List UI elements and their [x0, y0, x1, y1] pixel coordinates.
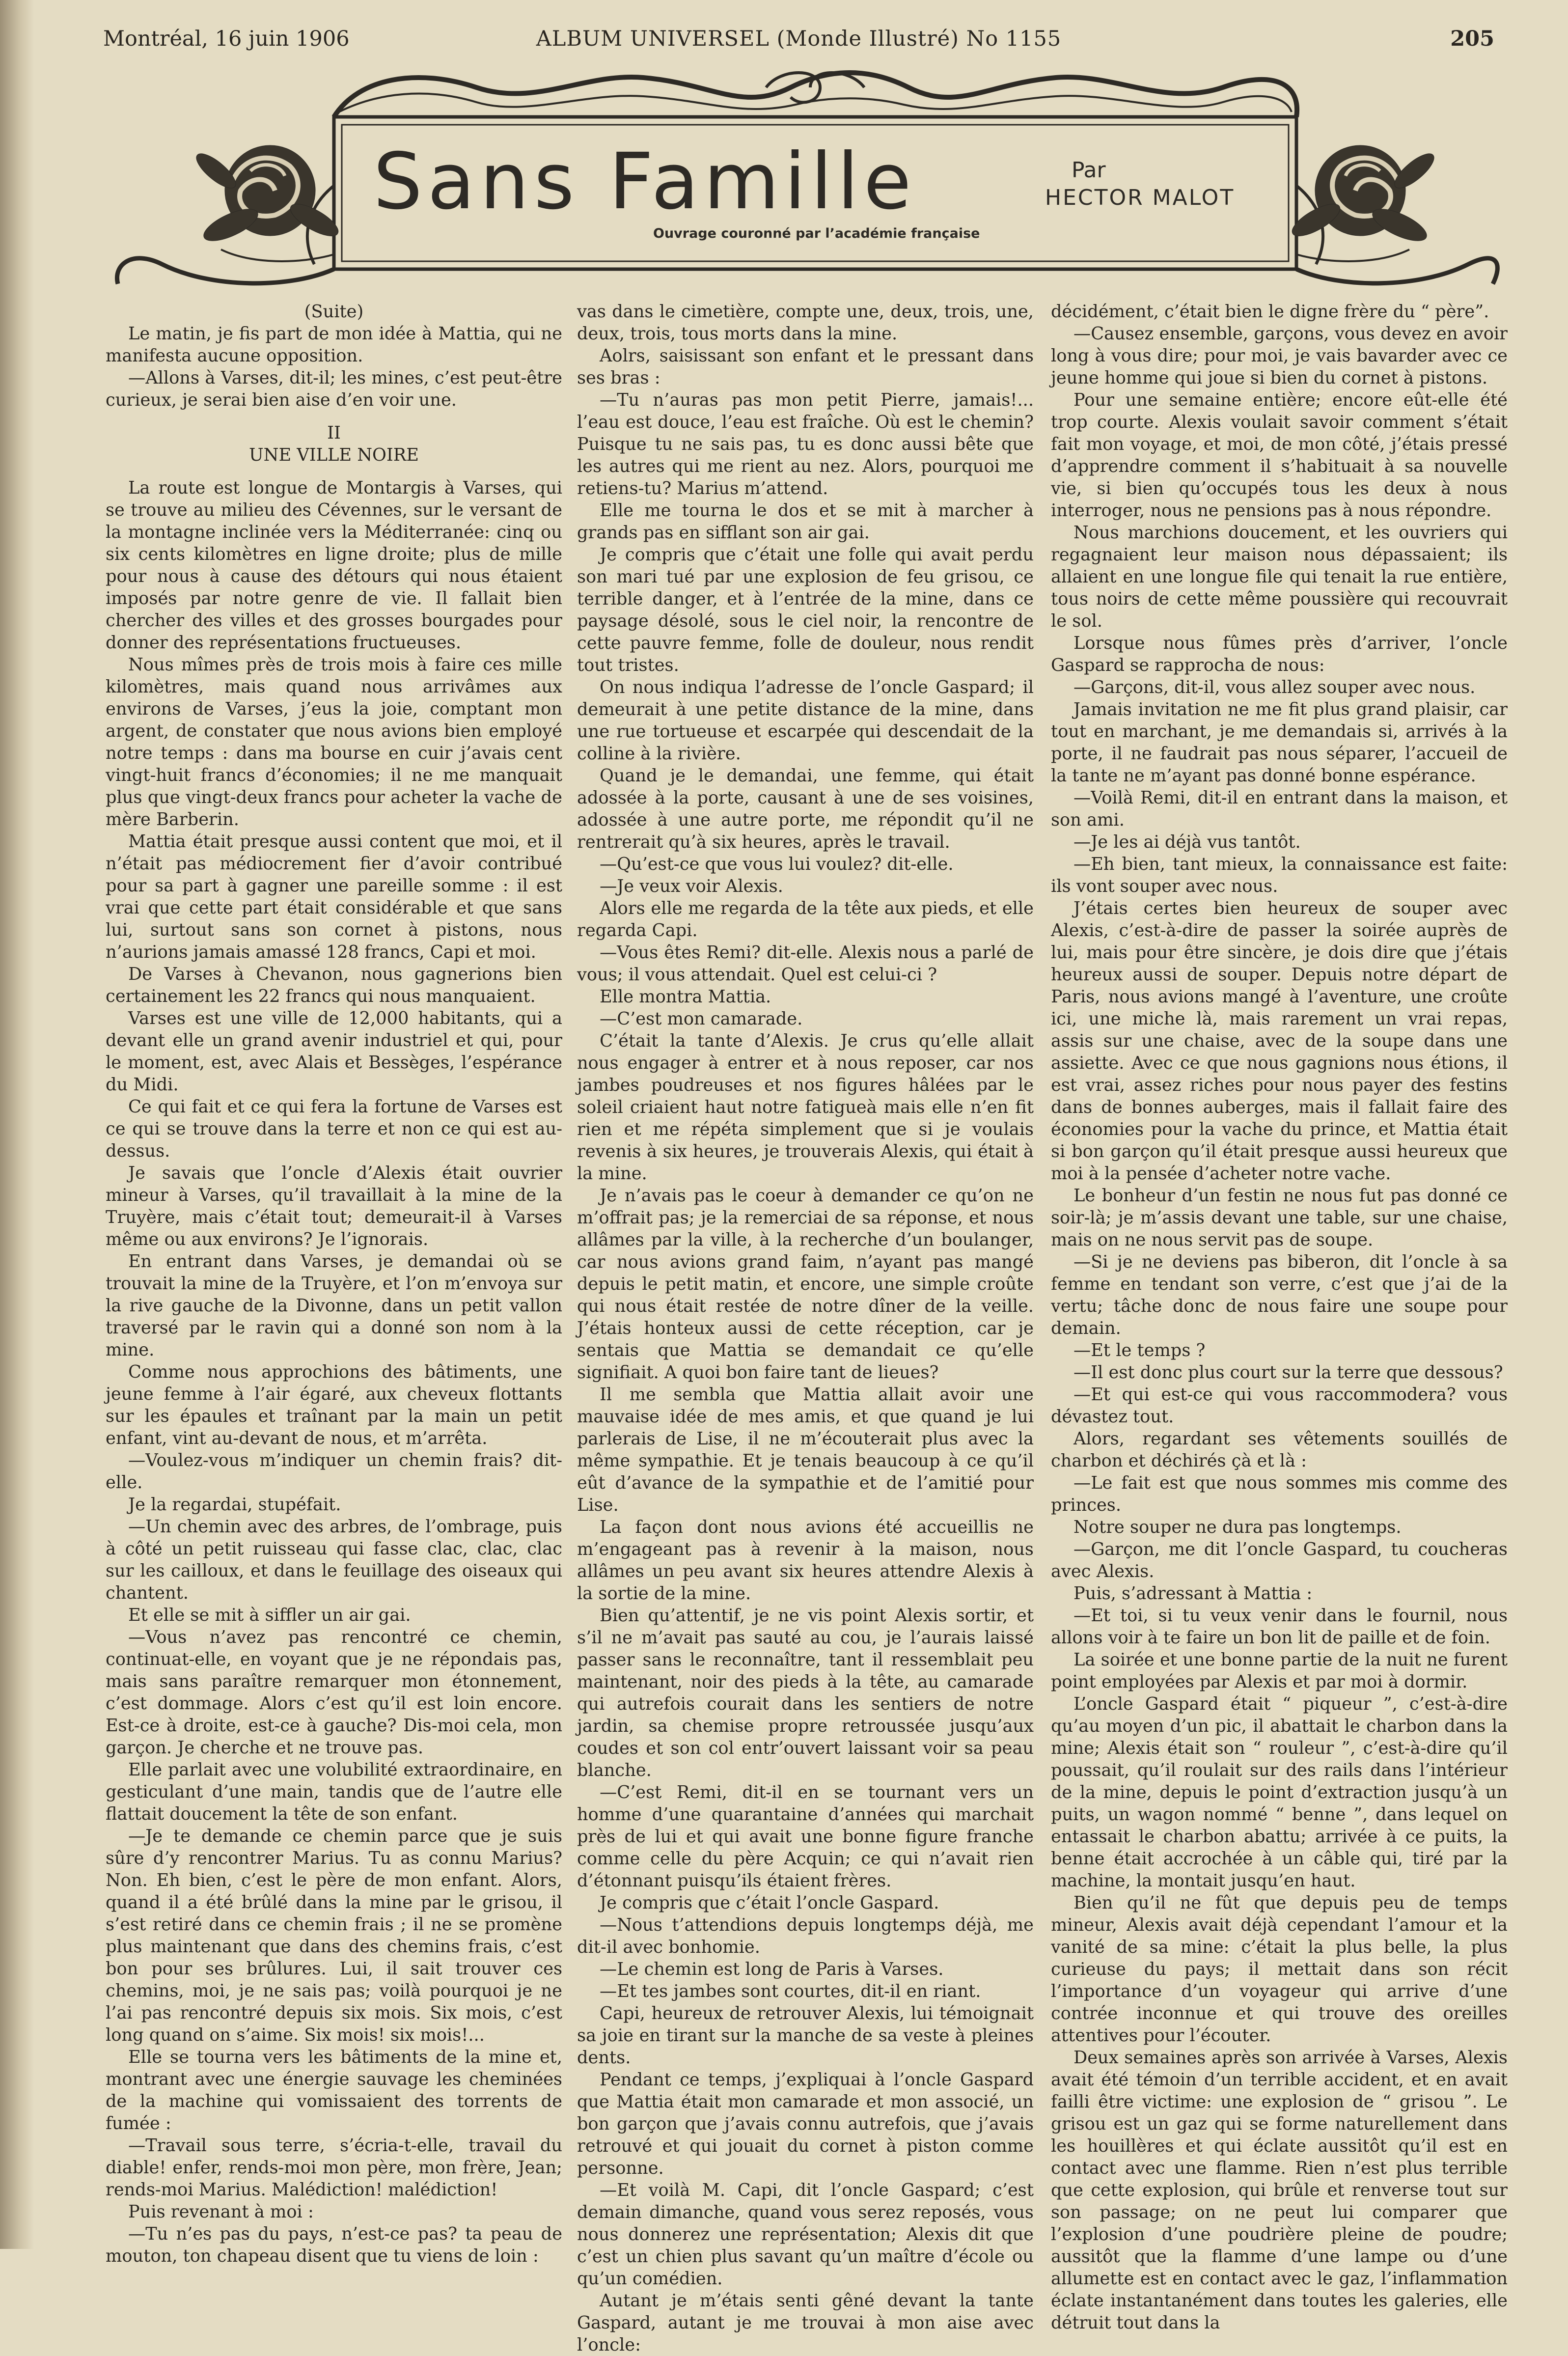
paragraph: —Un chemin avec des arbres, de l’ombrage, puis à côté un petit ruisseau qui fasse clac, clac, clac sur les cailloux, et dans le feuillage des oiseaux qui chantent. — [106, 1517, 562, 1603]
paragraph: —Et qui est-ce qui vous raccommodera? vous dévastez tout. — [1051, 1385, 1508, 1427]
paragraph: —Qu’est-ce que vous lui voulez? dit-elle. — [600, 854, 954, 874]
paragraph: Pendant ce temps, j’expliquai à l’oncle Gaspard que Mattia était mon camarade et mon associé, un bon garçon que j’avais connu autrefois, que j’avais retrouvé et qui jouait du cornet à piston comme personne. — [577, 2070, 1034, 2178]
paragraph: —Je veux voir Alexis. — [600, 876, 783, 896]
text-column-2 — [577, 301, 1034, 2355]
paragraph: —Et tes jambes sont courtes, dit-il en riant. — [600, 1981, 981, 2001]
paragraph: II — [327, 423, 341, 443]
paragraph: Je n’avais pas le coeur à demander ce qu’on ne m’offrait pas; je la remerciai de sa réponse, et nous allâmes par la ville, à la recherche d’un boulanger, car nous avions grand faim, n’ayant pas mangé depuis le petit matin, et encore, une simple croûte qui nous était restée de notre dîner de la veille. J’étais honteux aussi de cette réception, car je sentais que Mattia se demandait ce qu’elle signifiait. A quoi bon faire tant de lieues? — [577, 1186, 1034, 1383]
paragraph: —Il est donc plus court sur la terre que dessous? — [1073, 1362, 1503, 1383]
paragraph: —Causez ensemble, garçons, vous devez en avoir long à vous dire; pour moi, je vais bavarder avec ce jeune homme qui joue si bien du cornet à pistons. — [1051, 324, 1508, 388]
paragraph: Il me sembla que Mattia allait avoir une mauvaise idée de mes amis, et que quand je lui parlerais de Lise, il ne m’écouterait plus avec la même sympathie. Et je tenais beaucoup à ce qu’il eût d’avance de la sympathie et de l’amitié pour Lise. — [577, 1385, 1034, 1515]
page-number: 205 — [1450, 27, 1494, 51]
paragraph: —Nous t’attendions depuis longtemps déjà, me dit-il avec bonhomie. — [577, 1915, 1034, 1957]
paragraph: J’étais certes bien heureux de souper avec Alexis, c’est-à-dire de passer la soirée auprès de lui, mais pour être sincère, je dois dire que j’étais heureux aussi de souper. Depuis notre départ de Paris, nous avions mangé à l’aventure, une croûte ici, une miche là, mais rarement un vrai repas, assis sur une chaise, avec de la soupe dans une assiette. Avec ce que nous gagnions nous étions, il est vrai, assez riches pour nous payer des festins dans de bonnes auberges, mais il fallait faire des économies pour la vache du prince, et Mattia était si bon garçon qu’il était presque aussi heureux que moi à la pensée d’acheter notre vache. — [1051, 898, 1508, 1184]
paragraph: —Et le temps ? — [1073, 1340, 1206, 1360]
paragraph: Puis, s’adressant à Mattia : — [1073, 1583, 1313, 1604]
paragraph: Je compris que c’était une folle qui avait perdu son mari tué par une explosion de feu grisou, ce terrible danger, et à l’entrée de la mine, dans ce paysage désolé, sous le ciel noir, la rencontre de cette pauvre femme, folle de douleur, nous rendit tout tristes. — [577, 545, 1034, 675]
paragraph: —C’est Remi, dit-il en se tournant vers un homme d’une quarantaine d’années qui marchait près de lui et qui avait une bonne figure franche comme celle du père Acquin; ce qui n’avait rien d’étonnant puisqu’ils étaient frères. — [577, 1782, 1034, 1891]
paragraph: Jamais invitation ne me fit plus grand plaisir, car tout en marchant, je me demandais si, arrivés à la porte, il ne faudrait pas nous séparer, l’accueil de la tante ne m’ayant pas donné bonne espérance. — [1051, 699, 1508, 786]
paragraph: Le matin, je fis part de mon idée à Mattia, qui ne manifesta aucune opposition. — [106, 324, 562, 366]
paragraph: Elle se tourna vers les bâtiments de la mine et, montrant avec une énergie sauvage les cheminées de la machine qui vomissaient des torrents de fumée : — [106, 2047, 562, 2134]
paragraph: La route est longue de Montargis à Varses, qui se trouve au milieu des Cévennes, sur le versant de la montagne inclinée vers la Méditerranée: cinq ou six cents kilomètres en ligne droite; plus de mille pour nous à cause des détours qui nous étaient imposés par notre genre de vie. Il fallait bien chercher des villes et des grosses bourgades pour donner des représentations fructueuses. — [106, 478, 562, 653]
paragraph: —Travail sous terre, s’écria-t-elle, travail du diable! enfer, rends-moi mon père, mon frère, Jean; rends-moi Marius. Malédiction! malédiction! — [106, 2135, 562, 2200]
paragraph: Alors, regardant ses vêtements souillés de charbon et déchirés çà et là : — [1051, 1429, 1508, 1471]
paragraph: Varses est une ville de 12,000 habitants, qui a devant elle un grand avenir industriel et qui, pour le moment, est, avec Alais et Bessèges, l’espérance du Midi. — [106, 1008, 562, 1095]
paragraph: Mattia était presque aussi content que moi, et il n’était pas médiocrement fier d’avoir contribué pour sa part à gagner une pareille somme : il est vrai que cette part était considérable et que sans lui, surtout sans son cornet à pistons, nous n’aurions jamais amassé 128 francs, Capi et moi. — [106, 832, 562, 962]
paragraph: Bien qu’il ne fût que depuis peu de temps mineur, Alexis avait déjà cependant l’amour et la vanité de sa mine: c’était la plus belle, la plus curieuse du pays; il mettait dans son récit l’importance d’un voyageur qui arrive d’une contrée inconnue et qui trouve des oreilles attentives pour l’écouter. — [1051, 1893, 1508, 2046]
paragraph: —Allons à Varses, dit-il; les mines, c’est peut-être curieux, je serai bien aise d’en voir une. — [106, 368, 562, 410]
paragraph: La soirée et une bonne partie de la nuit ne furent point employées par Alexis et par moi à dormir. — [1051, 1650, 1508, 1692]
paragraph: Je la regardai, stupéfait. — [128, 1495, 341, 1515]
paragraph: —Le chemin est long de Paris à Varses. — [600, 1959, 944, 1979]
paragraph: —Je te demande ce chemin parce que je suis sûre d’y rencontrer Marius. Tu as connu Marius? Non. Eh bien, c’est le père de mon enfant. Alors, quand il a été brûlé dans la mine par le grisou, il s’est retiré dans ce chemin frais ; il ne se promène plus maintenant que dans des chemins frais, c’est bon pour ses brûlures. Lui, il sait trouver ces chemins, moi, je ne sais pas; voilà pourquoi je ne l’ai pas rencontré depuis six mois. Six mois, c’est long quand on s’aime. Six mois! six mois!... — [106, 1826, 562, 2045]
banner-author: HECTOR MALOT — [1045, 185, 1235, 210]
text-column-1 — [106, 301, 562, 2266]
header-publication: ALBUM UNIVERSEL (Monde Illustré) No 1155 — [536, 27, 1062, 51]
paragraph: (Suite) — [304, 302, 364, 322]
paragraph: Et elle se mit à siffler un air gai. — [128, 1605, 411, 1625]
paragraph: Quand je le demandai, une femme, qui était adossée à la porte, causant à une de ses voisines, adossée à une autre porte, me répondit qu’il ne rentrerait qu’à six heures, après le travail. — [577, 766, 1034, 852]
paragraph: vas dans le cimetière, compte une, deux, trois, une, deux, trois, tous morts dans la mine. — [577, 302, 1034, 344]
paragraph: Je compris que c’était l’oncle Gaspard. — [600, 1893, 939, 1913]
paragraph: décidément, c’était bien le digne frère du “ père”. — [1051, 302, 1489, 322]
paragraph: Deux semaines après son arrivée à Varses, Alexis avait été témoin d’un terrible accident, et en avait failli être victime: une explosion de “ grisou ”. Le grisou est un gaz qui se forme naturellement dans les houillères et qui éclate aussitôt qu’il est en contact avec une flamme. Rien n’est plus terrible que cette explosion, qui brûle et renverse tout sur son passage; on ne peut lui comparer que l’explosion d’une poudrière pleine de poudre; aussitôt que la flamme d’une lampe ou d’une allumette est en contact avec le gaz, l’inflammation éclate instantanément dans toutes les galeries, elle détruit tout dans la — [1051, 2048, 1508, 2333]
paragraph: La façon dont nous avions été accueillis ne m’engageant pas à revenir à la maison, nous allâmes un peu avant six heures attendre Alexis à la sortie de la mine. — [577, 1517, 1034, 1604]
paragraph: Nous mîmes près de trois mois à faire ces mille kilomètres, mais quand nous arrivâmes aux environs de Varses, j’eus la joie, comptant mon argent, de constater que nous avions bien employé notre temps : dans ma bourse en cuir j’avais cent vingt-huit francs d’économies; il ne me manquait plus que vingt-deux francs pour acheter la vache de mère Barberin. — [106, 655, 562, 830]
paragraph: UNE VILLE NOIRE — [249, 445, 419, 465]
paragraph: Je savais que l’oncle d’Alexis était ouvrier mineur à Varses, qu’il travaillait à la mine de la Truyère, mais c’était tout; demeurait-il à Varses même ou aux environs? Je l’ignorais. — [106, 1163, 562, 1249]
header-date: Montréal, 16 juin 1906 — [103, 27, 350, 51]
left-rose-ornament — [192, 145, 343, 247]
paragraph: Puis revenant à moi : — [128, 2202, 314, 2222]
paragraph: Le bonheur d’un festin ne nous fut pas donné ce soir-là; je m’assis devant une table, sur une chaise, mais on ne nous servit pas de soupe. — [1051, 1186, 1508, 1250]
paragraph: —Tu n’es pas du pays, n’est-ce pas? ta peau de mouton, ton chapeau disent que tu viens de loin : — [106, 2224, 562, 2266]
paragraph: Notre souper ne dura pas longtemps. — [1073, 1517, 1402, 1537]
paragraph: Aolrs, saisissant son enfant et le pressant dans ses bras : — [577, 346, 1034, 388]
paragraph: —Voulez-vous m’indiquer un chemin frais? dit-elle. — [106, 1450, 562, 1493]
paragraph: Bien qu’attentif, je ne vis point Alexis sortir, et s’il ne m’avait pas sauté au cou, je l’aurais laissé passer sans le reconnaître, tant il ressemblait peu maintenant, noir des pieds à la tête, au camarade qui autrefois courait dans les sentiers de notre jardin, sa chemise propre retroussée jusqu’aux coudes et son col entr’ouvert laissant voir sa peau blanche. — [577, 1606, 1034, 1780]
paragraph: Alors elle me regarda de la tête aux pieds, et elle regarda Capi. — [577, 898, 1034, 941]
paragraph: En entrant dans Varses, je demandai où se trouvait la mine de la Truyère, et l’on m’envoya sur la rive gauche de la Divonne, dans un petit vallon traversé par le ravin qui a donné son nom à la mine. — [106, 1251, 562, 1360]
paragraph: De Varses à Chevanon, nous gagnerions bien certainement les 22 francs qui nous manquaient. — [106, 964, 562, 1006]
paragraph: —Je les ai déjà vus tantôt. — [1073, 832, 1301, 852]
paragraph: —Si je ne deviens pas biberon, dit l’oncle à sa femme en tendant son verre, c’est que j’ai de la vertu; tâche donc de nous faire une soupe pour demain. — [1051, 1252, 1508, 1338]
banner-subtitle: Ouvrage couronné par l’académie française — [653, 226, 980, 241]
running-header — [103, 22, 1494, 56]
paragraph: —Et toi, si tu veux venir dans le fournil, nous allons voir à te faire un bon lit de paille et de foin. — [1051, 1606, 1508, 1648]
paragraph: —C’est mon camarade. — [600, 1009, 803, 1029]
paragraph: C’était la tante d’Alexis. Je crus qu’elle allait nous engager à entrer et à nous reposer, car nos jambes poudreuses et nos figures hâlées par le soleil criaient haut notre fatigueà mais elle n’en fit rien et me répéta simplement que si je voulais revenis à six heures, je trouverais Alexis, qui était à la mine. — [577, 1031, 1034, 1184]
paragraph: Lorsque nous fûmes près d’arriver, l’oncle Gaspard se rapprocha de nous: — [1051, 633, 1508, 675]
paragraph: —Vous n’avez pas rencontré ce chemin, continuat-elle, en voyant que je ne répondais pas, mais sans paraître remarquer mon étonnement, c’est dommage. Alors c’est qu’il est loin encore. Est-ce à droite, est-ce à gauche? Dis-moi cela, mon garçon. Je cherche et ne trouve pas. — [106, 1627, 562, 1758]
paragraph: Nous marchions doucement, et les ouvriers qui regagnaient leur maison nous dépassaient; ils allaient en une longue file qui tenait la rue entière, tous noirs de cette même poussière qui recouvrait le sol. — [1051, 523, 1508, 631]
text-column-3 — [1051, 301, 1508, 2333]
paragraph: Autant je m’étais senti gêné devant la tante Gaspard, autant je me trouvai à mon aise avec l’oncle: — [577, 2291, 1034, 2355]
paragraph: Comme nous approchions des bâtiments, une jeune femme à l’air égaré, aux cheveux flottants sur les épaules et traînant par la main un petit enfant, vint au-devant de nous, et m’arrêta. — [106, 1362, 562, 1448]
paragraph: —Et voilà M. Capi, dit l’oncle Gaspard; c’est demain dimanche, quand vous serez reposés, vous nous donnerez une représentation; Alexis dit que c’est un chien plus savant qu’un maître d’école ou qu’un comédien. — [577, 2180, 1034, 2289]
paragraph: Elle me tourna le dos et se mit à marcher à grands pas en sifflant son air gai. — [577, 500, 1034, 543]
paragraph: —Garçon, me dit l’oncle Gaspard, tu coucheras avec Alexis. — [1051, 1539, 1508, 1581]
paragraph: Capi, heureux de retrouver Alexis, lui témoignait sa joie en tirant sur la manche de sa veste à pleines dents. — [577, 2003, 1034, 2068]
paragraph: —Garçons, dit-il, vous allez souper avec nous. — [1073, 677, 1476, 697]
paragraph: —Vous êtes Remi? dit-elle. Alexis nous a parlé de vous; il vous attendait. Quel est celui-ci ? — [577, 942, 1034, 985]
paragraph: On nous indiqua l’adresse de l’oncle Gaspard; il demeurait à une petite distance de la mine, dans une rue tortueuse et escarpée qui descendait de la colline à la rivière. — [577, 677, 1034, 764]
page-gutter-shadow — [0, 0, 34, 2249]
paragraph: L’oncle Gaspard était “ piqueur ”, c’est-à-dire qu’au moyen d’un pic, il abattait le charbon dans la mine; Alexis était son “ rouleur ”, c’est-à-dire qu’il poussait, qu’il roulait sur des rails dans l’intérieur de la mine, depuis le point d’extraction jusqu’à un puits, un wagon nommé “ benne ”, dans lequel on entassait le charbon abattu; arrivée à ce puits, la benne était accrochée à un câble qui, tiré par la machine, la montait jusqu’en haut. — [1051, 1694, 1508, 1891]
banner-title: Sans Famille — [373, 137, 916, 227]
paragraph: Elle parlait avec une volubilité extraordinaire, en gesticulant d’une main, tandis que de l’autre elle flattait doucement la tête de son enfant. — [106, 1760, 562, 1824]
paragraph: —Eh bien, tant mieux, la connaissance est faite: ils vont souper avec nous. — [1051, 854, 1508, 896]
paragraph: Ce qui fait et ce qui fera la fortune de Varses est ce qui se trouve dans la terre et non ce qui est au-dessus. — [106, 1097, 562, 1161]
paragraph: Elle montra Mattia. — [600, 987, 771, 1007]
banner-par: Par — [1072, 158, 1106, 183]
paragraph: Pour une semaine entière; encore eût-elle été trop courte. Alexis voulait savoir comment s’était fait mon voyage, et moi, de mon côté, j’étais pressé d’apprendre comment il s’habituait à sa nouvelle vie, si bien qu’occupés tous les deux à nous interroger, nous ne pensions pas à nous répondre. — [1051, 390, 1508, 521]
paragraph: —Voilà Remi, dit-il en entrant dans la maison, et son ami. — [1051, 788, 1508, 830]
right-rose-ornament — [1288, 145, 1439, 247]
paragraph: —Le fait est que nous sommes mis comme des princes. — [1051, 1473, 1508, 1515]
paragraph: —Tu n’auras pas mon petit Pierre, jamais!... l’eau est douce, l’eau est fraîche. Où est le chemin? Puisque tu ne sais pas, tu es donc aussi bête que les autres qui me rient au nez. Alors, pourquoi me retiens-tu? Marius m’attend. — [577, 390, 1034, 499]
